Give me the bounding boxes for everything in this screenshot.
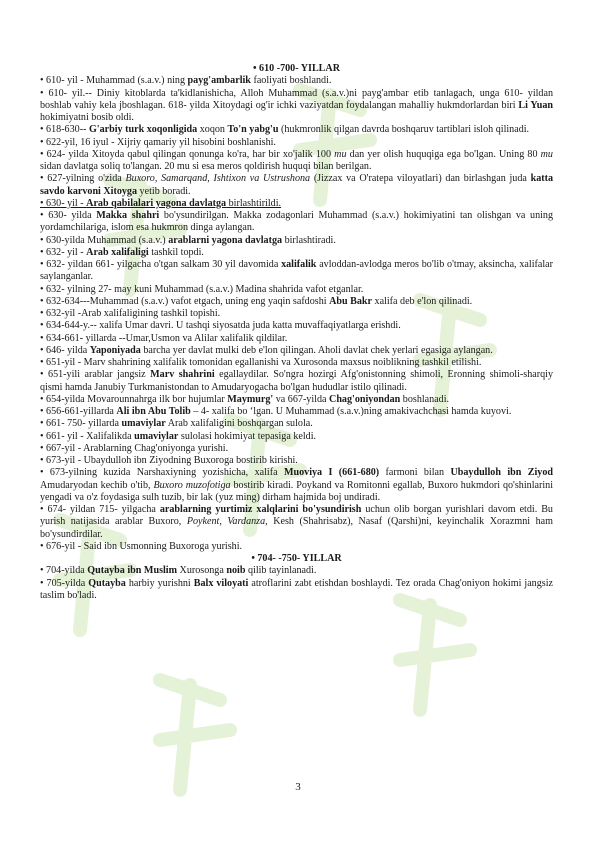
- list-item: [40, 124, 553, 136]
- text-run: • 651-yil - Marv shahrining xalifalik tomonidan egallanishi va Xurosonda maxsus noiblikning tashkil etilishi.: [40, 357, 482, 368]
- list-item: [40, 198, 553, 210]
- text-run: katta savdo karvoni Xitoyga: [40, 173, 554, 197]
- text-run: faoliyati boshlandi.: [250, 75, 332, 87]
- text-run: boshlanadi.: [400, 393, 450, 405]
- text-run: Buxoro muzofotiga: [153, 479, 231, 491]
- text-run: • 630- yil -: [40, 197, 87, 209]
- list-item: [40, 308, 553, 320]
- text-run: va 667-yilda: [273, 393, 330, 405]
- list-item: [40, 88, 553, 125]
- list-item: [40, 357, 553, 369]
- text-run: Ali ibn Abu Tolib: [116, 406, 191, 417]
- text-run: avloddan-avlodga meros bo'lib o'tmay, aksincha, xalifalar saylanganlar.: [40, 259, 553, 283]
- section-heading-610-700: • 610 -700- YILLAR: [253, 63, 340, 74]
- text-run: To'n yabg'u: [227, 124, 279, 136]
- text-run: umaviylar: [134, 430, 179, 442]
- text-run: • 661- yil - Xalifalikda: [40, 430, 135, 442]
- list-item: [40, 455, 553, 467]
- list-item: [40, 235, 553, 247]
- text-run: Yaponiyada: [89, 344, 141, 356]
- document-body: [40, 63, 553, 602]
- text-run: • 654-yilda Movarounnahrga ilk bor hujumlar: [40, 393, 228, 405]
- text-run: harbiy yurishni: [125, 577, 194, 589]
- list-item: [40, 467, 553, 504]
- text-run: Amudaryodan kechib o'tib,: [40, 479, 154, 491]
- text-run: Qutayba: [88, 577, 126, 589]
- text-run: Poykent, Vardanza,: [186, 516, 268, 528]
- text-run: qilib tayinlanadi.: [245, 565, 317, 577]
- text-run: • 632- yilning 27- may kuni Muhammad (s.a.v.) Madina shahrida vafot etganlar.: [40, 283, 364, 295]
- text-run: Maymurg': [227, 393, 274, 405]
- text-run: • 705-yilda: [40, 577, 89, 589]
- text-run: • 632- yildan 661- yilgacha o'tgan salkam 30 yil davomida: [40, 259, 282, 270]
- text-run: • 618-630--: [40, 124, 89, 136]
- text-run: • 610- yil.-- Diniy kitoblarda ta'kidlanishicha, Alloh Muhammad (s.a.v.)ni payg'ambar etib tanlagach, unga 610- yildan boshlab vahiy kela jboshlagan. 618- yilda Xitoydagi og'ir ichki vaziyatdan foydalangan mahalliy hukmdorlardan biri: [40, 87, 553, 111]
- text-run: dan yer olish huquqiga ega bo'lgan. Uning 80: [346, 148, 541, 160]
- text-run: Qutayba ibn Muslim: [87, 565, 178, 577]
- text-run: barcha yer davlat mulki deb e'lon qilingan. Aholi davlat chek yerlari egasiga aylangan.: [140, 344, 493, 356]
- text-run: arablarni yagona davlatga: [168, 234, 283, 246]
- entries-list-610-700: [40, 75, 553, 553]
- text-run: mu: [334, 148, 347, 160]
- text-run: • 634-661- yillarda --Umar,Usmon va Alilar xalifalik qildilar.: [40, 332, 288, 344]
- text-run: • 661- 750- yillarda: [40, 418, 122, 430]
- text-run: • 667-yil - Arablarning Chag'oniyonga yurishi.: [40, 442, 229, 454]
- text-run: • 656-661-yillarda: [40, 406, 117, 417]
- text-run: hokimiyatni bosib oldi.: [40, 112, 134, 123]
- text-run: • 704-yilda: [40, 565, 88, 577]
- text-run: • 632- yil -: [40, 246, 87, 258]
- text-run: bostirib kiradi. Poykand va Romitonni egallab, Buxoro hukmdori qo'shinlarini yengadi va o'z foydasiga sulh tuzib, bir lak (yuz ming) dirham hajmida boj undiradi.: [40, 479, 554, 503]
- text-run: Xurosonga: [177, 565, 227, 577]
- list-item: [40, 75, 553, 87]
- text-run: • 673-yil - Ubaydulloh ibn Ziyodning Buxoroga bostirib kirishi.: [40, 455, 298, 466]
- list-item: [40, 149, 553, 174]
- text-run: (Jizzax va O'ratepa viloyatlari) dan birlashgan juda: [310, 173, 531, 185]
- text-run: Arab xalifaligini boshqargan sulola.: [165, 418, 313, 430]
- text-run: Makka shahri: [96, 210, 160, 221]
- text-run: • 674- yildan 715- yilgacha: [40, 504, 160, 515]
- list-item: [40, 137, 553, 149]
- text-run: Abu Bakr: [329, 295, 372, 307]
- list-item: [40, 504, 553, 541]
- text-run: G'arbiy turk xoqonligida: [88, 124, 198, 136]
- text-run: • 630-yilda Muhammad (s.a.v.): [40, 234, 169, 246]
- list-item: [40, 259, 553, 284]
- list-item: [40, 284, 553, 296]
- text-run: Kesh (Shahrisabz), Nasaf (Qarshi)ni, keyinchalik Xorazmni ham bo'ysundirdilar.: [40, 516, 553, 540]
- text-run: Marv shahrini: [150, 369, 215, 381]
- text-run: farmoni bilan: [379, 467, 451, 479]
- text-run: yetib boradi.: [137, 185, 191, 197]
- list-item: [40, 565, 553, 577]
- text-run: Arab qabilalari yagona davlatga: [86, 197, 227, 209]
- list-item: [40, 541, 553, 553]
- text-run: • 651-yili arablar jangsiz: [40, 369, 151, 381]
- list-item: [40, 296, 553, 308]
- page-number: 3: [295, 781, 301, 793]
- text-run: • 632-yil -Arab xalifaligining tashkil topishi.: [40, 308, 221, 319]
- text-run: • 610- yil - Muhammad (s.a.v.) ning: [40, 75, 188, 87]
- text-run: • 673-yilning kuzida Narshaxiyning yozishicha, xalifa: [40, 467, 284, 479]
- text-run: • 630- yilda: [40, 210, 97, 221]
- text-run: (hukmronlik qilgan davrda boshqaruv tartiblari isloh qilinadi.: [278, 124, 530, 136]
- text-run: umaviylar: [121, 418, 166, 430]
- text-run: sidan davlatga soliq to'langan. 20 mu si esa meros qoldirish huquqi bilan berilgan.: [40, 161, 372, 172]
- text-run: bo'ysundirilgan. Makka zodagonlari Muhammad (s.a.v.) hokimiyatini tan olishgan va uning yordamchilariga, islom esa hukmron dinga aylangan.: [40, 210, 554, 234]
- list-item: [40, 578, 553, 603]
- list-item: [40, 210, 553, 235]
- text-run: • 624- yilda Xitoyda qabul qilingan qonunga ko'ra, har bir xo'jalik 100: [40, 148, 335, 160]
- text-run: • 632-634---Muhammad (s.a.v.) vafot etgach, uning eng yaqin safdoshi: [40, 295, 330, 307]
- text-run: noib: [226, 565, 246, 577]
- text-run: birlashtiradi.: [282, 234, 336, 246]
- list-item: [40, 320, 553, 332]
- text-run: egallaydilar. So'ngra hozirgi Afg'onistonning shimoli, Eronning shimoli-sharqiy qismi hamda Janubiy Turkmanistondan to Amudaryogacha bo'lgan hududlar istilo qilinadi.: [40, 369, 553, 393]
- text-run: birlashtirildi.: [226, 197, 282, 209]
- list-item: [40, 333, 553, 345]
- text-run: xalifalik: [281, 259, 317, 270]
- text-run: Buxoro, Samarqand, Ishtixon va Ustrushona: [125, 173, 311, 185]
- section-heading-704-750: • 704- -750- YILLAR: [251, 553, 342, 564]
- list-item: [40, 369, 553, 394]
- list-item: [40, 443, 553, 455]
- text-run: Chag'oniyondan: [329, 393, 401, 405]
- text-run: Li Yuan: [518, 99, 553, 111]
- text-run: xoqon: [197, 124, 228, 136]
- text-run: arablarning yurtimiz xalqlarini bo'ysundirish: [159, 504, 362, 515]
- text-run: mu: [540, 148, 553, 160]
- list-item: [40, 394, 553, 406]
- text-run: • 634-644-y.-- xalifa Umar davri. U tashqi siyosatda juda katta muvaffaqiyatlarga erishdi.: [40, 320, 401, 332]
- text-run: • 646- yilda: [40, 344, 90, 356]
- text-run: • 622-yil, 16 iyul - Xijriy qamariy yil hisobini boshlanishi.: [40, 136, 276, 148]
- text-run: Muoviya I (661-680): [283, 467, 380, 479]
- text-run: Arab xalifaligi: [86, 246, 149, 258]
- text-run: atroflarini zabt etishdan boshlaydi. Tez orada Chag'oniyon hokimi jangsiz taslim bo'ladi.: [40, 577, 553, 601]
- text-run: • 676-yil - Said ibn Usmonning Buxoroga yurishi.: [40, 540, 243, 552]
- text-run: • 627-yilning o'zida: [40, 173, 126, 185]
- list-item: [40, 345, 553, 357]
- text-run: tashkil topdi.: [148, 246, 204, 258]
- text-run: Balx viloyati: [193, 577, 249, 589]
- list-item: [40, 431, 553, 443]
- text-run: – 4- xalifa bo ‘lgan. U Muhammad (s.a.v.)ning amakivachchasi hamda kuyovi.: [190, 406, 512, 417]
- list-item: [40, 247, 553, 259]
- text-run: sulolasi hokimiyat tepasiga keldi.: [178, 430, 317, 442]
- text-run: uchun olib borgan yurishlari davom etdi. Bu yurish natijasida arablar Buxoro,: [40, 504, 553, 528]
- text-run: payg'ambarlik: [187, 75, 251, 87]
- text-run: Ubaydulloh ibn Ziyod: [450, 467, 553, 479]
- text-run: xalifa deb e'lon qilinadi.: [372, 295, 473, 307]
- list-item: [40, 418, 553, 430]
- list-item: [40, 406, 553, 418]
- entries-list-704-750: [40, 565, 553, 602]
- list-item: [40, 173, 553, 198]
